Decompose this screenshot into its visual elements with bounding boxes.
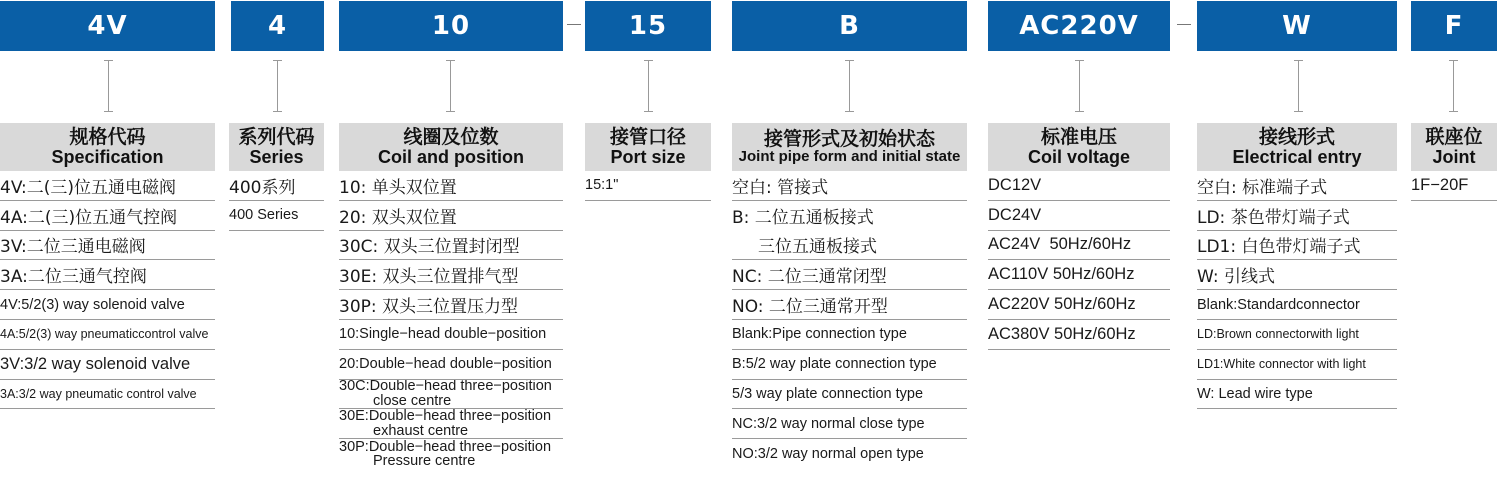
coil-item-line1: 30E:Double−head three−position: [339, 409, 552, 425]
coil-item: 10: 单头双位置: [339, 171, 563, 201]
code-box-joint-pipe: B: [732, 1, 967, 51]
coil-item: [339, 380, 563, 410]
port-header-en: Port size: [610, 146, 686, 167]
electrical-item: W: Lead wire type: [1197, 380, 1397, 410]
connector-line: [1294, 60, 1303, 112]
joint-pipe-header-zh: 接管形式及初始状态: [763, 127, 935, 150]
joint-pipe-item: NO: 二位三通常开型: [732, 290, 967, 320]
spec-item: 4V:二(三)位五通电磁阀: [0, 171, 215, 201]
joint-pipe-item: B: 二位五通板接式: [732, 208, 874, 229]
series-header-zh: 系列代码: [238, 126, 315, 149]
port-column: [585, 123, 711, 201]
series-item: 400 Series: [229, 201, 324, 231]
coil-item: 30C: 双头三位置封闭型: [339, 231, 563, 261]
spec-item: 4V:5/2(3) way solenoid valve: [0, 290, 215, 320]
voltage-item: AC220V 50Hz/60Hz: [988, 290, 1170, 320]
voltage-column: [988, 123, 1170, 350]
electrical-item: W: 引线式: [1197, 260, 1397, 290]
electrical-item: LD1: 白色带灯端子式: [1197, 231, 1397, 261]
coil-item: [339, 439, 563, 469]
voltage-header: [988, 123, 1170, 171]
coil-header-en: Coil and position: [378, 146, 524, 167]
connector-line: [845, 60, 854, 112]
joint-header: [1411, 123, 1497, 171]
connector-line: [273, 60, 282, 112]
voltage-item: AC24V 50Hz/60Hz: [988, 231, 1170, 261]
voltage-item: DC24V: [988, 201, 1170, 231]
coil-item-line2: close centre: [373, 392, 452, 409]
coil-item-line2: Pressure centre: [373, 453, 476, 469]
coil-item: 30P: 双头三位置压力型: [339, 290, 563, 320]
connector-line: [644, 60, 653, 112]
spec-item: 3V:3/2 way solenoid valve: [0, 350, 215, 380]
joint-pipe-header: [732, 123, 967, 171]
joint-pipe-item: Blank:Pipe connection type: [732, 320, 967, 350]
joint-pipe-item: NC: 二位三通常闭型: [732, 260, 967, 290]
port-header: [585, 123, 711, 171]
spec-header-zh: 规格代码: [69, 126, 146, 149]
electrical-item: 空白: 标准端子式: [1197, 171, 1397, 201]
voltage-header-en: Coil voltage: [1027, 146, 1130, 167]
spec-item: 3A:二位三通气控阀: [0, 260, 215, 290]
electrical-item: LD1:White connector with light: [1197, 350, 1397, 380]
electrical-header-en: Electrical entry: [1232, 146, 1362, 167]
connector-line: [104, 60, 113, 112]
joint-pipe-column: [732, 123, 967, 469]
electrical-item: Blank:Standardconnector: [1197, 290, 1397, 320]
joint-pipe-item: 5/3 way plate connection type: [732, 380, 967, 410]
connector-line: [1449, 60, 1458, 112]
electrical-header: [1197, 123, 1397, 171]
joint-pipe-item: 空白: 管接式: [732, 171, 967, 201]
voltage-item: DC12V: [988, 171, 1170, 201]
coil-header: [339, 123, 563, 171]
spec-column: [0, 123, 215, 409]
coil-item-line2: exhaust centre: [373, 422, 469, 439]
code-box-voltage: AC220V: [988, 1, 1170, 51]
spec-item: 4A:5/2(3) way pneumaticcontrol valve: [0, 320, 215, 350]
spec-header: [0, 123, 215, 171]
spec-header-en: Specification: [51, 146, 164, 167]
separator-dash: [1177, 24, 1191, 25]
port-item: 15:1": [585, 171, 711, 201]
joint-header-zh: 联座位: [1425, 126, 1483, 149]
joint-pipe-item: NO:3/2 way normal open type: [732, 446, 924, 463]
voltage-item: AC110V 50Hz/60Hz: [988, 260, 1170, 290]
voltage-header-zh: 标准电压: [1040, 126, 1117, 149]
joint-header-en: Joint: [1432, 146, 1476, 167]
joint-column: [1411, 123, 1497, 201]
electrical-item: LD: 茶色带灯端子式: [1197, 201, 1397, 231]
code-box-coil: 10: [339, 1, 563, 51]
coil-header-zh: 线圈及位数: [403, 126, 499, 149]
coil-item: 30E: 双头三位置排气型: [339, 260, 563, 290]
electrical-header-zh: 接线形式: [1258, 126, 1335, 149]
series-header: [229, 123, 324, 171]
series-header-en: Series: [249, 146, 304, 167]
coil-item: [339, 409, 563, 439]
port-header-zh: 接管口径: [609, 126, 686, 149]
voltage-item: AC380V 50Hz/60Hz: [988, 320, 1170, 350]
series-item: 400系列: [229, 171, 324, 201]
spec-item: 4A:二(三)位五通气控阀: [0, 201, 215, 231]
connector-line: [1075, 60, 1084, 112]
coil-column: [339, 123, 563, 469]
coil-item: 10:Single−head double−position: [339, 320, 563, 350]
joint-pipe-header-en: Joint pipe form and initial state: [738, 148, 961, 166]
coil-item: 20: 双头双位置: [339, 201, 563, 231]
spec-item: 3A:3/2 way pneumatic control valve: [0, 380, 215, 410]
joint-pipe-item: NC:3/2 way normal close type: [732, 409, 967, 439]
coil-item-line1: 30C:Double−head three−position: [339, 379, 552, 395]
code-box-joint: F: [1411, 1, 1497, 51]
code-box-port: 15: [585, 1, 711, 51]
coil-item-line1: 30P:Double−head three−position: [339, 439, 552, 455]
separator-dash: [567, 24, 581, 25]
code-box-series: 4: [231, 1, 324, 51]
spec-item: 3V:二位三通电磁阀: [0, 231, 215, 261]
connector-line: [446, 60, 455, 112]
electrical-item: LD:Brown connectorwith light: [1197, 320, 1397, 350]
series-column: [229, 123, 324, 231]
code-box-4v: 4V: [0, 1, 215, 51]
code-box-electrical: W: [1197, 1, 1397, 51]
joint-pipe-item: B:5/2 way plate connection type: [732, 350, 967, 380]
coil-item: 20:Double−head double−position: [339, 350, 563, 380]
joint-pipe-item: 三位五通板接式: [732, 231, 967, 261]
electrical-column: [1197, 123, 1397, 409]
joint-item: 1F−20F: [1411, 171, 1497, 201]
